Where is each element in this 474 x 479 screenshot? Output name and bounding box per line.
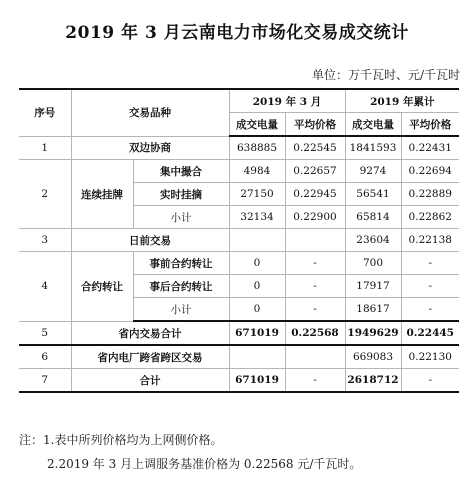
- cell-group: 连续挂牌: [71, 160, 133, 229]
- cell-y-price: 0.22138: [401, 229, 459, 252]
- header-row-1: [19, 89, 459, 113]
- cell-y-vol: 56541: [345, 183, 401, 206]
- table-row: [19, 345, 459, 369]
- table-row: [19, 229, 459, 252]
- cell-m-vol: [229, 229, 285, 252]
- cell-y-price: -: [401, 275, 459, 298]
- cell-y-vol: 700: [345, 252, 401, 275]
- cell-m-vol: 27150: [229, 183, 285, 206]
- table-row: [19, 160, 459, 183]
- cell-seq: 4: [19, 252, 71, 322]
- cell-y-vol: 23604: [345, 229, 401, 252]
- footnote-2: 2.2019 年 3 月上调服务基准价格为 0.22568 元/千瓦时。: [47, 457, 362, 471]
- cell-m-vol: 32134: [229, 206, 285, 229]
- cell-seq: 2: [19, 160, 71, 229]
- cell-m-vol: [229, 345, 285, 369]
- page-title: 2019 年 3 月云南电力市场化交易成交统计: [65, 23, 409, 43]
- cell-sub-name: 实时挂摘: [133, 183, 229, 206]
- footnote-1: 注：1.表中所列价格均为上网侧价格。: [19, 433, 223, 447]
- unit-label: 单位：万千瓦时、元/千瓦时: [311, 68, 460, 82]
- cell-m-vol: 0: [229, 252, 285, 275]
- cell-m-price: [285, 229, 345, 252]
- cell-sub-name: 事后合约转让: [133, 275, 229, 298]
- cell-y-price: 0.22445: [401, 321, 459, 345]
- cell-m-vol: 0: [229, 298, 285, 322]
- cell-name: 双边协商: [71, 136, 229, 160]
- cell-y-vol: 17917: [345, 275, 401, 298]
- cell-name: 合计: [71, 369, 229, 393]
- table-row: [19, 136, 459, 160]
- cell-sub-name: 小计: [133, 298, 229, 322]
- table-row: [19, 369, 459, 393]
- cell-m-vol: 638885: [229, 136, 285, 160]
- cell-y-vol: 1949629: [345, 321, 401, 345]
- cell-y-price: 0.22694: [401, 160, 459, 183]
- trading-stats-table: [19, 88, 459, 393]
- cell-y-price: 0.22889: [401, 183, 459, 206]
- table-row: [19, 321, 459, 345]
- header-seq: 序号: [19, 89, 71, 136]
- footnotes: [19, 428, 361, 476]
- cell-m-price: [285, 345, 345, 369]
- cell-m-price: -: [285, 369, 345, 393]
- cell-group: 合约转让: [71, 252, 133, 322]
- cell-y-vol: 669083: [345, 345, 401, 369]
- cell-y-price: -: [401, 252, 459, 275]
- cell-sub-name: 事前合约转让: [133, 252, 229, 275]
- header-march-volume: 成交电量: [229, 113, 285, 137]
- cell-name: 省内电厂跨省跨区交易: [71, 345, 229, 369]
- cell-m-price: 0.22945: [285, 183, 345, 206]
- cell-sub-name: 集中撮合: [133, 160, 229, 183]
- cell-y-vol: 9274: [345, 160, 401, 183]
- cell-y-price: 0.22862: [401, 206, 459, 229]
- header-ytd-volume: 成交电量: [345, 113, 401, 137]
- cell-y-price: -: [401, 369, 459, 393]
- cell-seq: 1: [19, 136, 71, 160]
- cell-seq: 7: [19, 369, 71, 393]
- cell-m-price: 0.22900: [285, 206, 345, 229]
- cell-m-price: -: [285, 252, 345, 275]
- header-march: 2019 年 3 月: [229, 89, 345, 113]
- cell-m-vol: 0: [229, 275, 285, 298]
- cell-m-price: -: [285, 275, 345, 298]
- header-march-price: 平均价格: [285, 113, 345, 137]
- cell-seq: 3: [19, 229, 71, 252]
- cell-name: 省内交易合计: [71, 321, 229, 345]
- cell-seq: 5: [19, 321, 71, 345]
- cell-y-price: -: [401, 298, 459, 322]
- cell-m-vol: 4984: [229, 160, 285, 183]
- cell-y-vol: 65814: [345, 206, 401, 229]
- cell-m-vol: 671019: [229, 369, 285, 393]
- cell-y-price: 0.22130: [401, 345, 459, 369]
- cell-m-price: 0.22568: [285, 321, 345, 345]
- cell-m-price: 0.22657: [285, 160, 345, 183]
- header-ytd: 2019 年累计: [345, 89, 459, 113]
- cell-seq: 6: [19, 345, 71, 369]
- cell-y-vol: 1841593: [345, 136, 401, 160]
- cell-y-vol: 2618712: [345, 369, 401, 393]
- header-variety: 交易品种: [71, 89, 229, 136]
- cell-m-price: -: [285, 298, 345, 322]
- cell-name: 日前交易: [71, 229, 229, 252]
- table-row: [19, 252, 459, 275]
- cell-y-price: 0.22431: [401, 136, 459, 160]
- cell-m-vol: 671019: [229, 321, 285, 345]
- cell-sub-name: 小计: [133, 206, 229, 229]
- cell-m-price: 0.22545: [285, 136, 345, 160]
- header-ytd-price: 平均价格: [401, 113, 459, 137]
- cell-y-vol: 18617: [345, 298, 401, 322]
